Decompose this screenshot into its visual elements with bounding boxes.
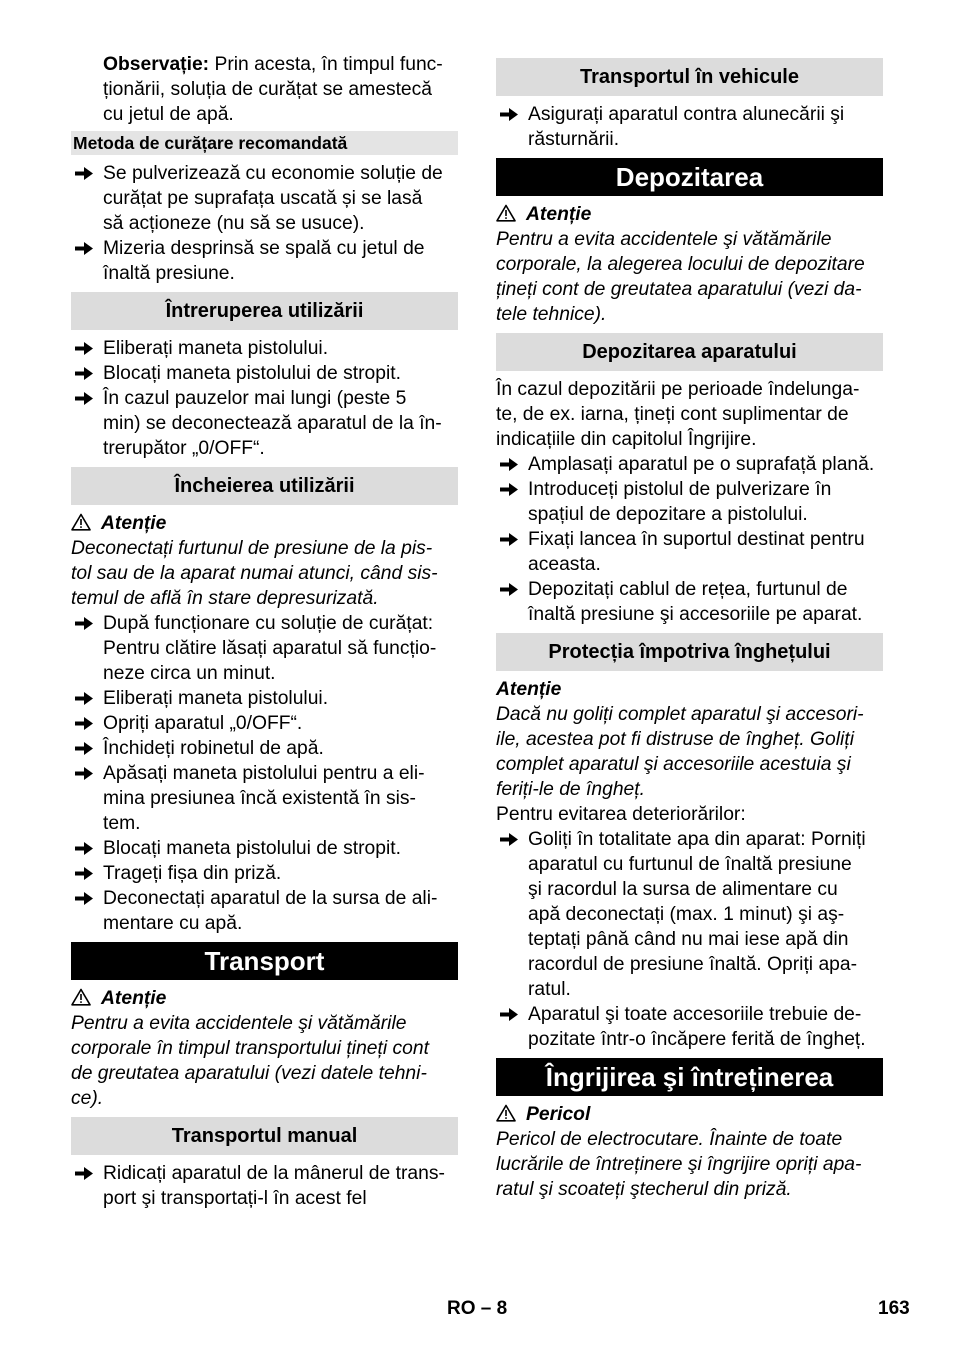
- list-item: [496, 452, 883, 477]
- arrow-right-icon: [73, 611, 95, 636]
- section-heading-frost: Protecția împotriva înghețului: [496, 633, 883, 671]
- arrow-right-icon: [73, 361, 95, 386]
- text-line: Pentru a evita accidentele şi vătămările: [496, 229, 832, 250]
- arrow-right-icon: [73, 686, 95, 711]
- warning-text: [71, 536, 458, 611]
- note-text: cu jetul de apă.: [103, 104, 234, 125]
- section-heading-interrupt: Întreruperea utilizării: [71, 292, 458, 330]
- arrow-right-icon: [73, 761, 95, 786]
- list-item: [71, 736, 458, 761]
- list-item-line: Opriți aparatul „0/OFF“.: [103, 713, 303, 734]
- list-item: [496, 477, 883, 527]
- note-text: Prin acesta, în timpul func-: [209, 54, 443, 75]
- warning-heading: [71, 986, 458, 1011]
- chapter-heading-care: Îngrijirea şi întreținerea: [496, 1058, 883, 1096]
- warning-label: Atenție: [526, 204, 592, 225]
- arrow-right-icon: [73, 736, 95, 761]
- warning-heading: [71, 511, 458, 536]
- list-item: [71, 886, 458, 936]
- arrow-right-icon: [73, 711, 95, 736]
- list-item: [71, 361, 458, 386]
- warning-label: Atenție: [101, 513, 167, 534]
- list-item-line: aparatul cu furtunul de înaltă presiune: [528, 854, 852, 875]
- list-item-line: Introduceți pistolul de pulverizare în: [528, 479, 832, 500]
- warning-triangle-icon: [71, 988, 91, 1006]
- list-item-line: Închideți robinetul de apă.: [103, 738, 324, 759]
- page-number: 163: [878, 1298, 910, 1319]
- list-item-line: răsturnării.: [528, 129, 620, 150]
- text-line: ratul şi scoateți ştecherul din priză.: [496, 1179, 792, 1200]
- section-heading-manual: Transportul manual: [71, 1117, 458, 1155]
- list-item-line: neze circa un minut.: [103, 663, 276, 684]
- list-item-line: Asigurați aparatul contra alunecării şi: [528, 104, 845, 125]
- arrow-right-icon: [498, 827, 520, 852]
- list-item: [71, 861, 458, 886]
- list-item: [496, 1002, 883, 1052]
- text-line: Dacă nu goliți complet aparatul şi accesori-: [496, 704, 864, 725]
- warning-text: [496, 227, 883, 327]
- warning-triangle-icon: [496, 204, 516, 222]
- text-line: indicațiile din capitolul Îngrijire.: [496, 429, 757, 450]
- list-item-line: port şi transportați-l în acest fel: [103, 1188, 367, 1209]
- list-item-line: pozitate într-o încăpere ferită de îngheț.: [528, 1029, 866, 1050]
- arrow-right-icon: [73, 386, 95, 411]
- list-item-line: aceasta.: [528, 554, 601, 575]
- text-line: Deconectați furtunul de presiune de la pis-: [71, 538, 433, 559]
- list-item: [496, 102, 883, 152]
- text-line: tol sau de la aparat numai atunci, când sis-: [71, 563, 438, 584]
- text-line: temul de află în stare depresurizată.: [71, 588, 379, 609]
- list-item-line: şi racordul la sursa de alimentare cu: [528, 879, 838, 900]
- list-item-line: racordul de presiune înaltă. Opriți apa-: [528, 954, 858, 975]
- arrow-right-icon: [498, 577, 520, 602]
- list-item-line: Pentru clătire lăsați aparatul să funcțio-: [103, 638, 437, 659]
- arrow-right-icon: [73, 886, 95, 911]
- text-line: ce).: [71, 1088, 104, 1109]
- list-item-line: să acționeze (nu să se usuce).: [103, 213, 365, 234]
- list-item-line: spațiul de depozitare a pistolului.: [528, 504, 808, 525]
- arrow-right-icon: [498, 527, 520, 552]
- text-line: În cazul depozitării pe perioade îndelunga-: [496, 379, 860, 400]
- chapter-heading-transport: Transport: [71, 942, 458, 980]
- text-line: ile, acestea pot fi distruse de îngheț. Goliți: [496, 729, 854, 750]
- warning-label: Atenție: [496, 679, 562, 700]
- list-item: [71, 161, 458, 236]
- warning-heading: [496, 677, 883, 702]
- arrow-right-icon: [73, 236, 95, 261]
- list-item-line: Goliți în totalitate apa din aparat: Porniți: [528, 829, 866, 850]
- text-line: tele tehnice).: [496, 304, 607, 325]
- warning-label: Pericol: [526, 1104, 591, 1125]
- right-column: [496, 52, 883, 1202]
- left-column: [71, 52, 458, 1211]
- list-item: [71, 336, 458, 361]
- text-line: te, de ex. iarna, țineți cont suplimentar de: [496, 404, 849, 425]
- arrow-right-icon: [73, 861, 95, 886]
- list-item-line: mina presiunea încă existentă în sis-: [103, 788, 416, 809]
- section-heading-method: Metoda de curățare recomandată: [71, 131, 458, 155]
- list-item: [71, 711, 458, 736]
- list-item-line: Fixați lancea în suportul destinat pentru: [528, 529, 865, 550]
- list-item-line: Eliberați maneta pistolului.: [103, 338, 329, 359]
- list-item-line: După funcționare cu soluție de curățat:: [103, 613, 434, 634]
- text-line: de greutatea aparatului (vezi datele tehni-: [71, 1063, 427, 1084]
- list-item: [71, 1161, 458, 1211]
- text-line: Pentru a evita accidentele şi vătămările: [71, 1013, 407, 1034]
- arrow-right-icon: [73, 836, 95, 861]
- list-item-line: ratul.: [528, 979, 571, 1000]
- text-line: Pericol de electrocutare. Înainte de toate: [496, 1129, 843, 1150]
- text-line: lucrările de întreținere şi îngrijire opriți apa-: [496, 1154, 862, 1175]
- text-line: țineți cont de greutatea aparatului (vezi da-: [496, 279, 862, 300]
- chapter-heading-storage: Depozitarea: [496, 158, 883, 196]
- section-heading-end: Încheierea utilizării: [71, 467, 458, 505]
- warning-text: [496, 702, 883, 802]
- text-line: corporale în timpul transportului țineți cont: [71, 1038, 429, 1059]
- list-item-line: mentare cu apă.: [103, 913, 243, 934]
- section-footer: RO – 8: [447, 1298, 508, 1319]
- arrow-right-icon: [73, 336, 95, 361]
- body-text: [496, 377, 883, 452]
- list-item-line: În cazul pauzelor mai lungi (peste 5: [103, 388, 407, 409]
- arrow-right-icon: [498, 1002, 520, 1027]
- list-item: [496, 827, 883, 1002]
- list-item-line: Depozitați cablul de rețea, furtunul de: [528, 579, 848, 600]
- text-line: feriți-le de îngheț.: [496, 779, 645, 800]
- list-item-line: Se pulverizează cu economie soluție de: [103, 163, 443, 184]
- list-item-line: curățat pe suprafața uscată și se lasă: [103, 188, 423, 209]
- list-item-line: Blocați maneta pistolului de stropit.: [103, 838, 401, 859]
- list-item-line: Deconectați aparatul de la sursa de ali-: [103, 888, 438, 909]
- list-item-line: Blocați maneta pistolului de stropit.: [103, 363, 401, 384]
- list-item-line: Apăsați maneta pistolului pentru a eli-: [103, 763, 425, 784]
- note-paragraph: [71, 52, 458, 127]
- section-heading-device-storage: Depozitarea aparatului: [496, 333, 883, 371]
- text-line: corporale, la alegerea locului de depozitare: [496, 254, 865, 275]
- arrow-right-icon: [498, 477, 520, 502]
- warning-text: [496, 1127, 883, 1202]
- list-item-line: Mizeria desprinsă se spală cu jetul de: [103, 238, 425, 259]
- list-item-line: Ridicați aparatul de la mânerul de trans-: [103, 1163, 445, 1184]
- list-item: [71, 686, 458, 711]
- list-item-line: trerupător „0/OFF“.: [103, 438, 265, 459]
- body-text: Pentru evitarea deteriorărilor:: [496, 804, 746, 825]
- list-item-line: min) se deconectează aparatul de la în-: [103, 413, 442, 434]
- list-item: [71, 236, 458, 286]
- list-item: [71, 761, 458, 836]
- list-item-line: Eliberați maneta pistolului.: [103, 688, 329, 709]
- warning-triangle-icon: [71, 513, 91, 531]
- list-item-line: teptați până când nu mai iese apă din: [528, 929, 849, 950]
- list-item: [496, 527, 883, 577]
- note-text: ționării, soluția de curățat se amestecă: [103, 79, 433, 100]
- warning-heading: [496, 1102, 883, 1127]
- list-item: [71, 386, 458, 461]
- arrow-right-icon: [498, 452, 520, 477]
- list-item-line: tem.: [103, 813, 141, 834]
- warning-text: [71, 1011, 458, 1111]
- arrow-right-icon: [498, 102, 520, 127]
- section-heading-vehicle: Transportul în vehicule: [496, 58, 883, 96]
- list-item-line: înaltă presiune şi accesoriile pe aparat.: [528, 604, 863, 625]
- note-label: Observație:: [103, 54, 210, 75]
- text-line: complet aparatul şi accesoriile acestuia şi: [496, 754, 851, 775]
- list-item-line: Trageți fișa din priză.: [103, 863, 282, 884]
- warning-label: Atenție: [101, 988, 167, 1009]
- list-item-line: Amplasați aparatul pe o suprafață plană.: [528, 454, 875, 475]
- list-item: [71, 611, 458, 686]
- list-item: [496, 577, 883, 627]
- arrow-right-icon: [73, 1161, 95, 1186]
- list-item-line: înaltă presiune.: [103, 263, 235, 284]
- list-item-line: Aparatul şi toate accesoriile trebuie de-: [528, 1004, 862, 1025]
- list-item: [71, 836, 458, 861]
- warning-heading: [496, 202, 883, 227]
- warning-triangle-icon: [496, 1104, 516, 1122]
- arrow-right-icon: [73, 161, 95, 186]
- list-item-line: apă deconectați (max. 1 minut) şi aş-: [528, 904, 845, 925]
